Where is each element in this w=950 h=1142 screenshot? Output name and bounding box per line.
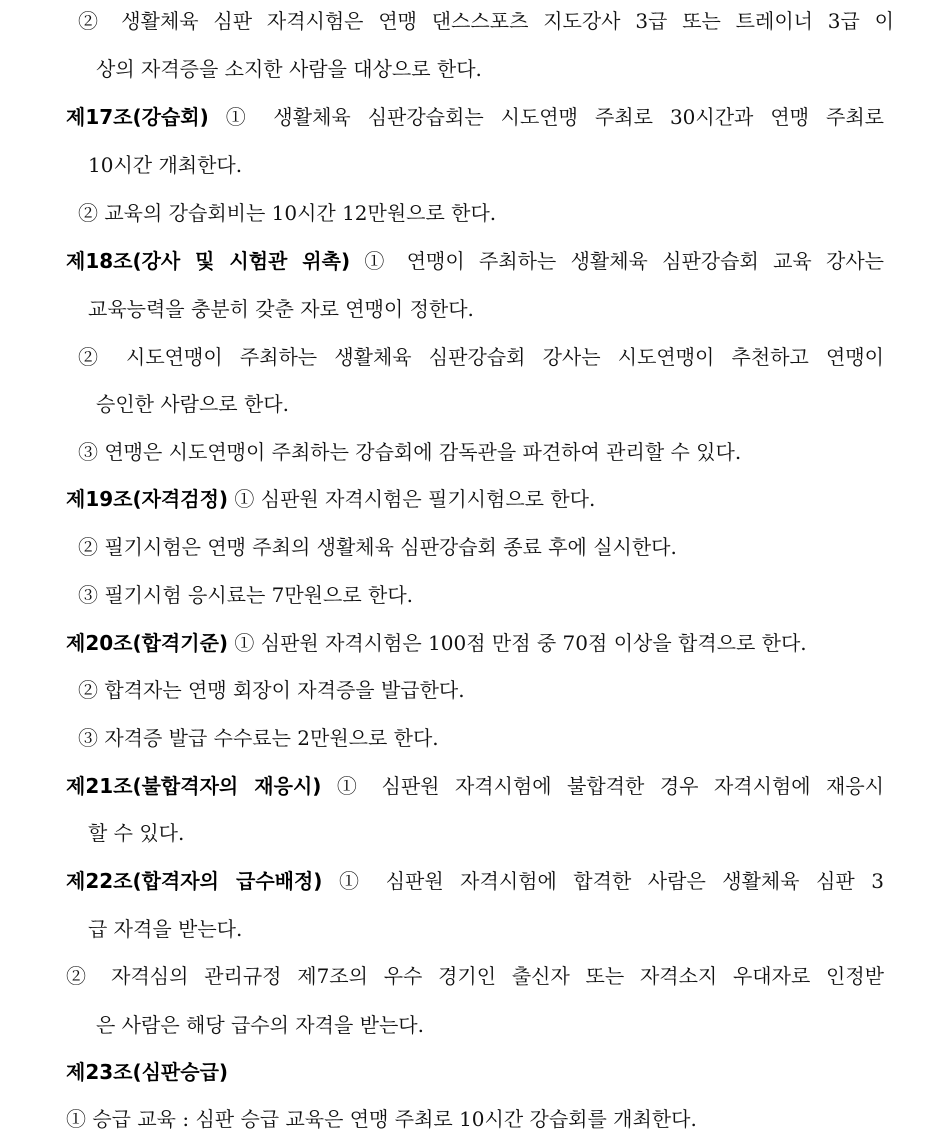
article18-item2-line1: ② 시도연맹이 주최하는 생활체육 심판강습회 강사는 시도연맹이 추천하고 연맹이 <box>78 345 884 369</box>
article20-item2: ② 합격자는 연맹 회장이 자격증을 발급한다. <box>78 678 465 702</box>
article19-item3: ③ 필기시험 응시료는 7만원으로 한다. <box>78 583 413 607</box>
article23-heading: 제23조(심판승급) <box>66 1060 229 1084</box>
article17-item1-text: ① 생활체육 심판강습회는 시도연맹 주최로 30시간과 연맹 주최로 <box>208 105 884 129</box>
article20-line1 <box>66 630 807 656</box>
article21-item1-text: ① 심판원 자격시험에 불합격한 경우 자격시험에 재응시 <box>321 774 884 798</box>
article22-item2-line1: ② 자격심의 관리규정 제7조의 우수 경기인 출신자 또는 자격소지 우대자로 인정받 <box>66 964 884 988</box>
article20-heading: 제20조(합격기준) <box>66 631 229 655</box>
article22-heading: 제22조(합격자의 급수배정) <box>66 869 323 893</box>
article16-item2-line1: ② 생활체육 심판 자격시험은 연맹 댄스스포츠 지도강사 3급 또는 트레이너 3급 이 <box>78 9 894 33</box>
article21-heading: 제21조(불합격자의 재응시) <box>66 774 322 798</box>
article21-line1 <box>66 773 884 799</box>
article20-item1-text: ① 심판원 자격시험은 100점 만점 중 70점 이상을 합격으로 한다. <box>228 631 807 655</box>
article17-heading: 제17조(강습회) <box>66 105 209 129</box>
article21-item1-line2: 할 수 있다. <box>88 821 185 845</box>
article19-line1 <box>66 486 595 512</box>
article22-line1 <box>66 868 884 894</box>
article17-line1 <box>66 104 884 130</box>
article18-item1-text: ① 연맹이 주최하는 생활체육 심판강습회 교육 강사는 <box>350 249 884 273</box>
article16-item2-line2: 상의 자격증을 소지한 사람을 대상으로 한다. <box>96 57 482 81</box>
article18-line1 <box>66 248 884 274</box>
article22-item1-line2: 급 자격을 받는다. <box>88 917 243 941</box>
article17-item2: ② 교육의 강습회비는 10시간 12만원으로 한다. <box>78 201 497 225</box>
article20-item3: ③ 자격증 발급 수수료는 2만원으로 한다. <box>78 726 439 750</box>
article23-item1: ① 승급 교육 : 심판 승급 교육은 연맹 주최로 10시간 강습회를 개최한다. <box>66 1107 697 1131</box>
article19-heading: 제19조(자격검정) <box>66 487 229 511</box>
article22-item2-line2: 은 사람은 해당 급수의 자격을 받는다. <box>96 1013 424 1037</box>
article17-item1-line2: 10시간 개최한다. <box>88 153 243 177</box>
article18-item2-line2: 승인한 사람으로 한다. <box>96 392 289 416</box>
article18-item3: ③ 연맹은 시도연맹이 주최하는 강습회에 감독관을 파견하여 관리할 수 있다. <box>78 440 742 464</box>
article19-item2: ② 필기시험은 연맹 주최의 생활체육 심판강습회 종료 후에 실시한다. <box>78 535 677 559</box>
article18-item1-line2: 교육능력을 충분히 갖춘 자로 연맹이 정한다. <box>88 297 474 321</box>
article19-item1-text: ① 심판원 자격시험은 필기시험으로 한다. <box>228 487 596 511</box>
article23-heading-line <box>66 1059 228 1085</box>
article18-heading: 제18조(강사 및 시험관 위촉) <box>66 249 351 273</box>
article22-item1-text: ① 심판원 자격시험에 합격한 사람은 생활체육 심판 3 <box>322 869 884 893</box>
